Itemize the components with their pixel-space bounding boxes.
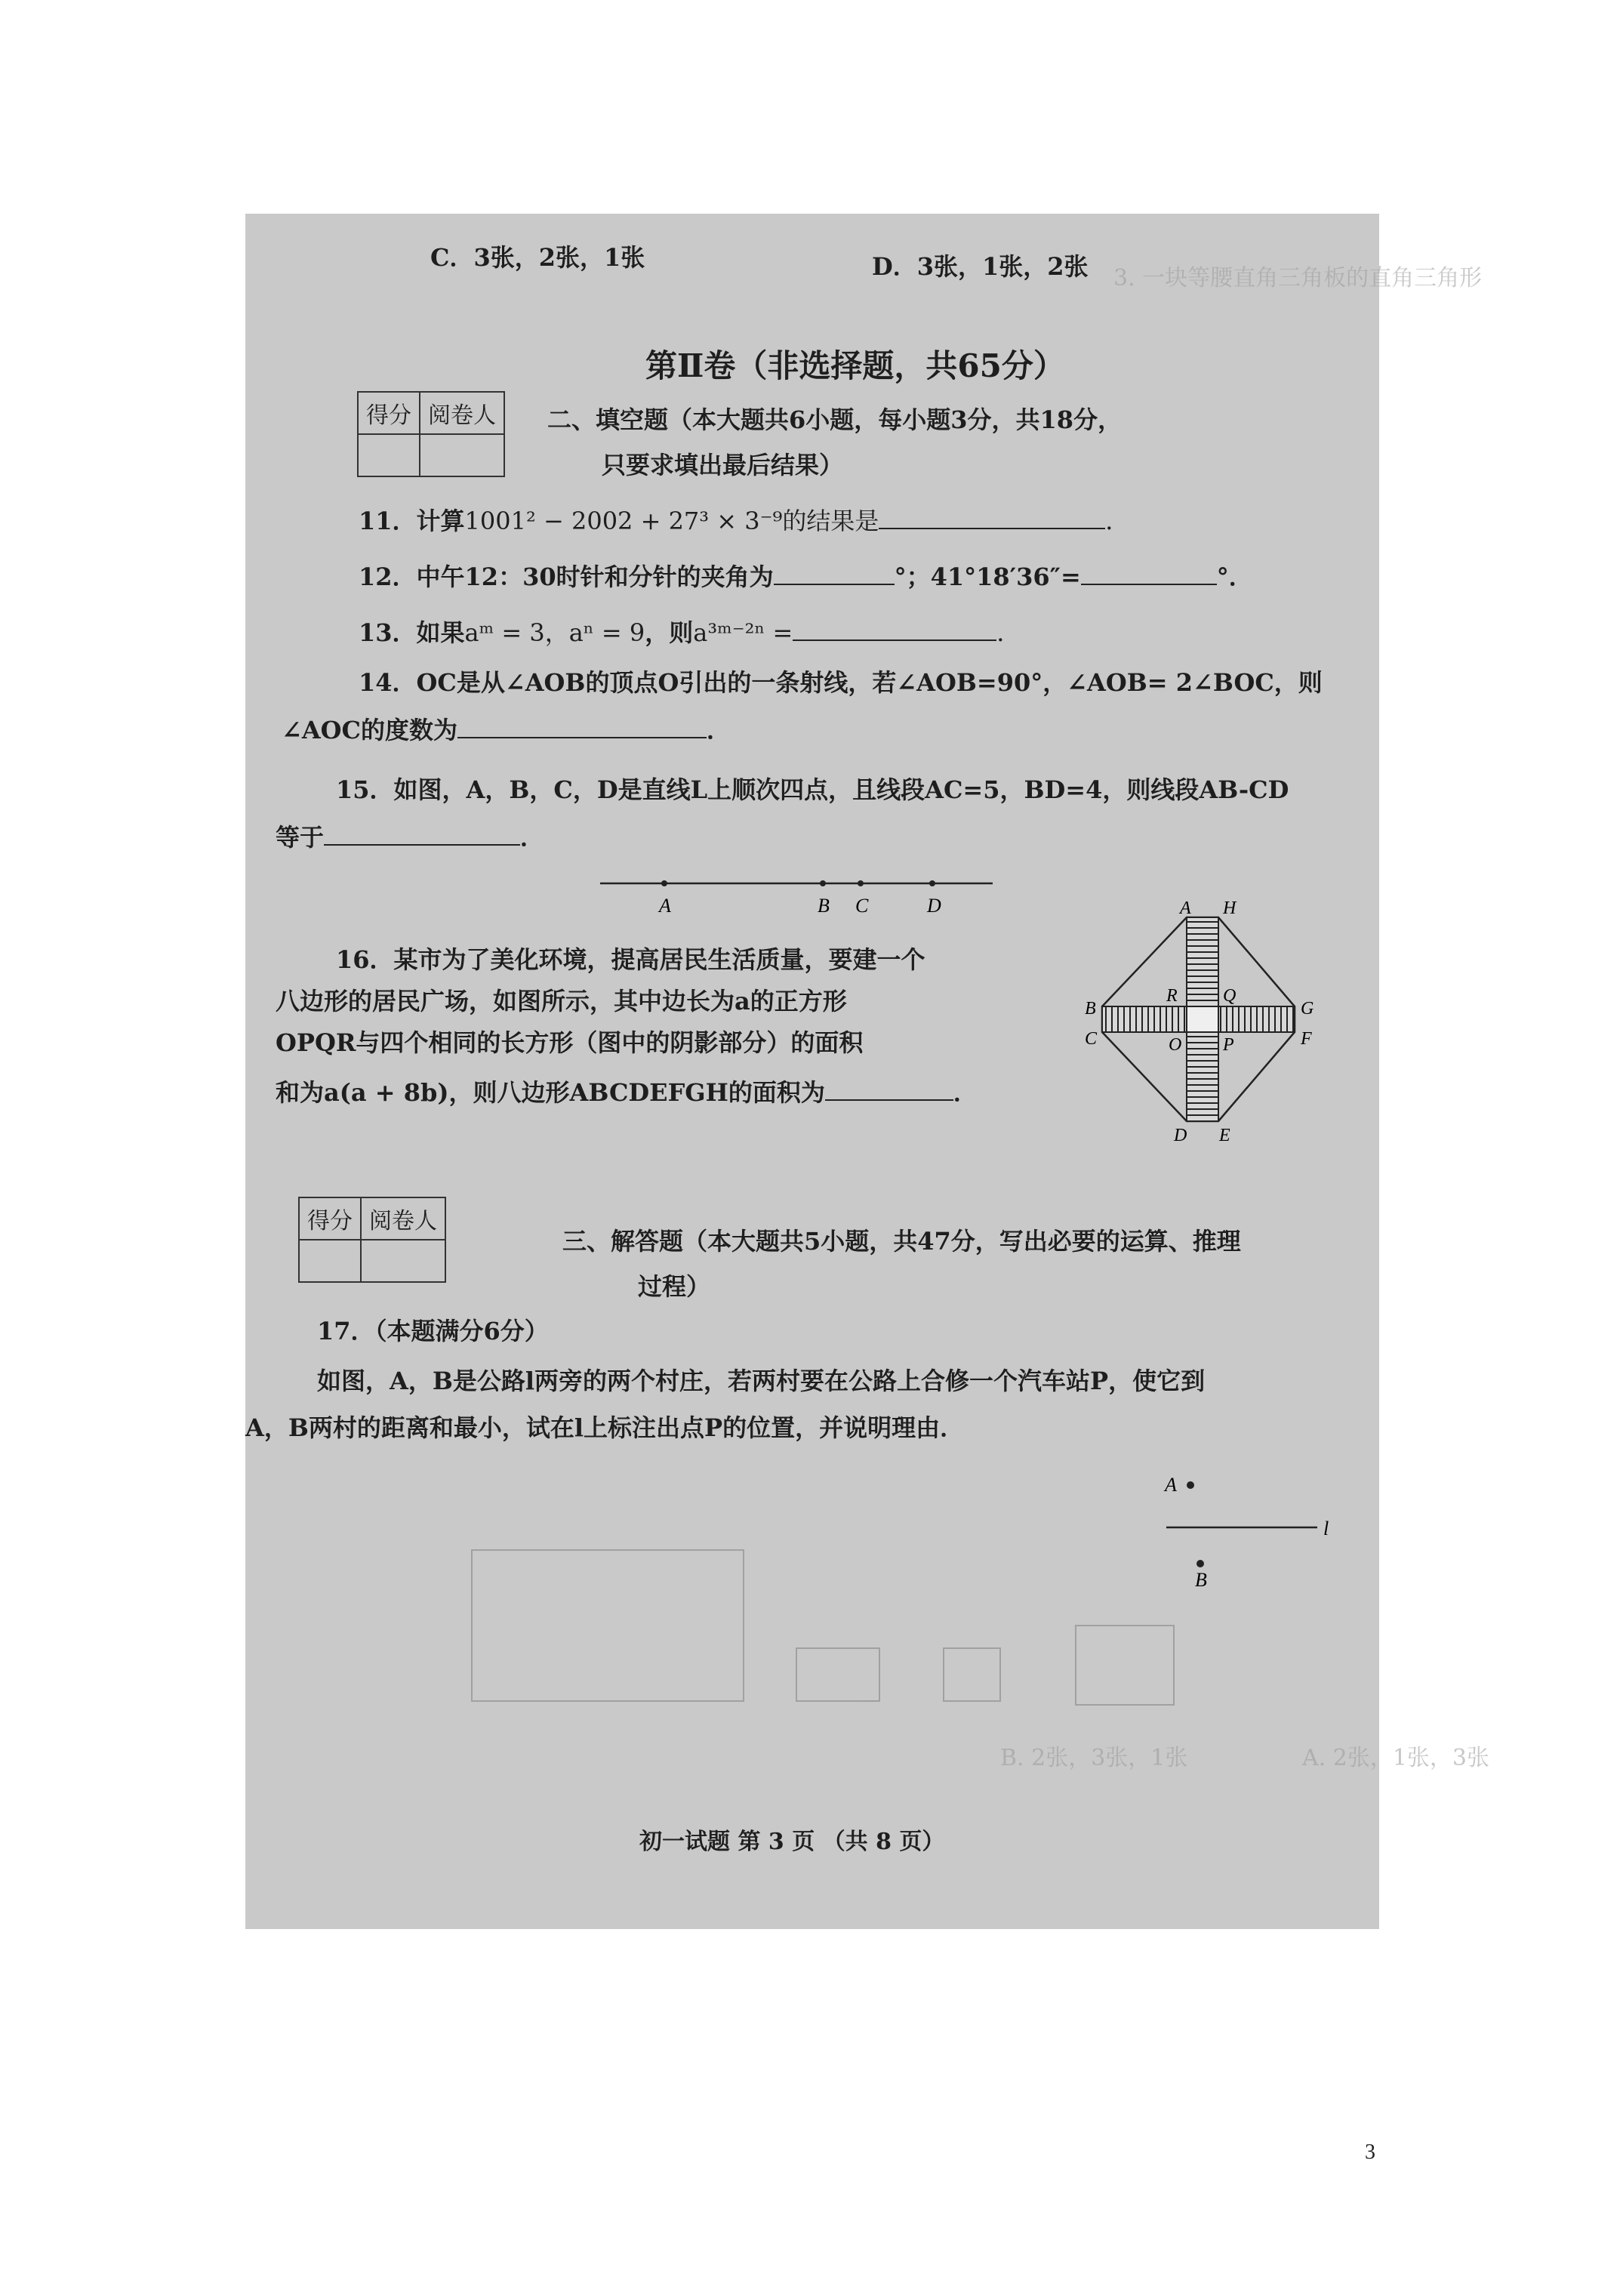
village-b-label: B <box>1195 1569 1207 1591</box>
question-15-line-1: 15．如图，A，B，C，D是直线L上顺次四点，且线段AC=5，BD=4，则线段AB-CD <box>336 775 1289 804</box>
q14-answer-blank[interactable] <box>457 716 707 738</box>
label-q: Q <box>1223 986 1236 1006</box>
question-16-line-3: OPQR与四个相同的长方形（图中的阴影部分）的面积 <box>276 1028 864 1057</box>
section2-heading: 二、填空题（本大题共6小题，每小题3分，共18分， <box>547 405 1123 434</box>
score-box <box>357 391 505 477</box>
question-17-title: 17．（本题满分6分） <box>317 1317 549 1345</box>
question-17-line-2: A，B两村的距离和最小，试在l上标注出点P的位置，并说明理由． <box>245 1413 965 1442</box>
question-15-line-2 <box>276 823 544 852</box>
road-l-label: l <box>1323 1518 1329 1539</box>
document-page-number: 3 <box>1365 2140 1375 2164</box>
question-16-line-4 <box>276 1078 978 1107</box>
question-16-line-2: 八边形的居民广场，如图所示，其中边长为a的正方形 <box>276 987 847 1015</box>
grader-cell-2 <box>361 1240 445 1282</box>
score-label-2: 得分 <box>299 1197 361 1240</box>
q13-mid: ，则 <box>645 618 694 647</box>
label-o: O <box>1169 1035 1182 1055</box>
q13-condition-2: aⁿ = 9 <box>568 618 645 647</box>
q16-answer-blank[interactable] <box>825 1078 953 1101</box>
q12-end: °． <box>1216 562 1253 591</box>
q13-condition-1: aᵐ = 3 <box>464 618 545 647</box>
score-cell <box>358 434 420 476</box>
q14-end: ． <box>707 716 731 744</box>
point-d-label: D <box>927 895 941 917</box>
question-12 <box>359 562 1253 591</box>
score-label: 得分 <box>358 392 420 434</box>
label-b: B <box>1085 999 1096 1019</box>
section2-heading-2: 只要求填出最后结果） <box>602 451 844 479</box>
q13-separator: ， <box>544 618 569 647</box>
label-r: R <box>1166 986 1178 1006</box>
label-c: C <box>1085 1029 1098 1049</box>
q16-end: ． <box>953 1078 978 1107</box>
grader-cell <box>420 434 504 476</box>
label-d: D <box>1174 1126 1187 1145</box>
q15-prefix: 等于 <box>276 823 325 852</box>
label-e: E <box>1219 1126 1230 1145</box>
question-13 <box>359 618 1021 647</box>
grader-label: 阅卷人 <box>420 392 504 434</box>
section3-heading: 三、解答题（本大题共5小题，共47分，写出必要的运算、推理 <box>562 1227 1241 1256</box>
bleed-through-text: 3. 一块等腰直角三角板的直角三角形 <box>1113 265 1483 291</box>
q13-answer-blank[interactable] <box>793 618 996 641</box>
score-box-2 <box>298 1197 446 1283</box>
question-11 <box>359 507 1129 535</box>
q11-prefix: 11．计算 <box>359 507 465 535</box>
q11-end: ． <box>1105 507 1130 535</box>
grader-label-2: 阅卷人 <box>361 1197 445 1240</box>
option-c: C．3张，2张，1张 <box>430 243 645 272</box>
q12-prefix: 12．中午12：30时针和分针的夹角为 <box>359 562 774 591</box>
option-d: D．3张，1张，2张 <box>872 252 1089 281</box>
q13-expression: a³ᵐ⁻²ⁿ = <box>693 618 793 647</box>
question-17-line-1: 如图，A，B是公路l两旁的两个村庄，若两村要在公路上合修一个汽车站P，使它到 <box>317 1367 1206 1395</box>
q11-suffix: 的结果是 <box>782 507 879 535</box>
question-14-line-1: 14．OC是从∠AOB的顶点O引出的一条射线，若∠AOB=90°，∠AOB= 2∠BOC，则 <box>359 668 1323 697</box>
question-16-line-1: 16．某市为了美化环境，提高居民生活质量，要建一个 <box>336 945 925 974</box>
q16-prefix: 和为a(a + 8b)，则八边形ABCDEFGH的面积为 <box>276 1078 825 1107</box>
question-14-line-2 <box>282 716 731 744</box>
q14-prefix: ∠AOC的度数为 <box>282 716 457 744</box>
q15-end: ． <box>520 823 545 852</box>
point-b-label: B <box>818 895 830 917</box>
q12-answer-blank-1[interactable] <box>774 562 895 585</box>
bleed-through-text: A. 2张，1张，3张 <box>1302 1745 1489 1771</box>
bleed-through-shapes <box>472 1550 1227 1716</box>
label-p: P <box>1223 1035 1234 1055</box>
q12-mid: °；41°18′36″= <box>894 562 1081 591</box>
q13-end: ． <box>996 618 1021 647</box>
village-a-label: A <box>1165 1474 1177 1496</box>
label-g: G <box>1301 999 1314 1019</box>
point-a-label: A <box>659 895 671 917</box>
q12-answer-blank-2[interactable] <box>1081 562 1217 585</box>
octagon-figure <box>1085 898 1363 1157</box>
section2-title: 第Ⅱ卷（非选择题，共65分） <box>645 347 1065 384</box>
section3-heading-2: 过程） <box>638 1272 711 1301</box>
score-cell-2 <box>299 1240 361 1282</box>
footer-page-label: 初一试题 第 3 页 （共 8 页） <box>639 1829 945 1855</box>
point-c-label: C <box>855 895 869 917</box>
label-f: F <box>1301 1029 1312 1049</box>
q11-expression: 1001² − 2002 + 27³ × 3⁻⁹ <box>464 507 783 535</box>
label-a: A <box>1180 898 1191 918</box>
bleed-through-text: B. 2张，3张，1张 <box>1000 1745 1188 1771</box>
q13-prefix: 13．如果 <box>359 618 465 647</box>
scanned-exam-photo <box>245 214 1489 1929</box>
q11-answer-blank[interactable] <box>879 507 1105 529</box>
line-segment-figure <box>600 867 993 920</box>
q15-answer-blank[interactable] <box>324 823 520 846</box>
label-h: H <box>1223 898 1236 918</box>
